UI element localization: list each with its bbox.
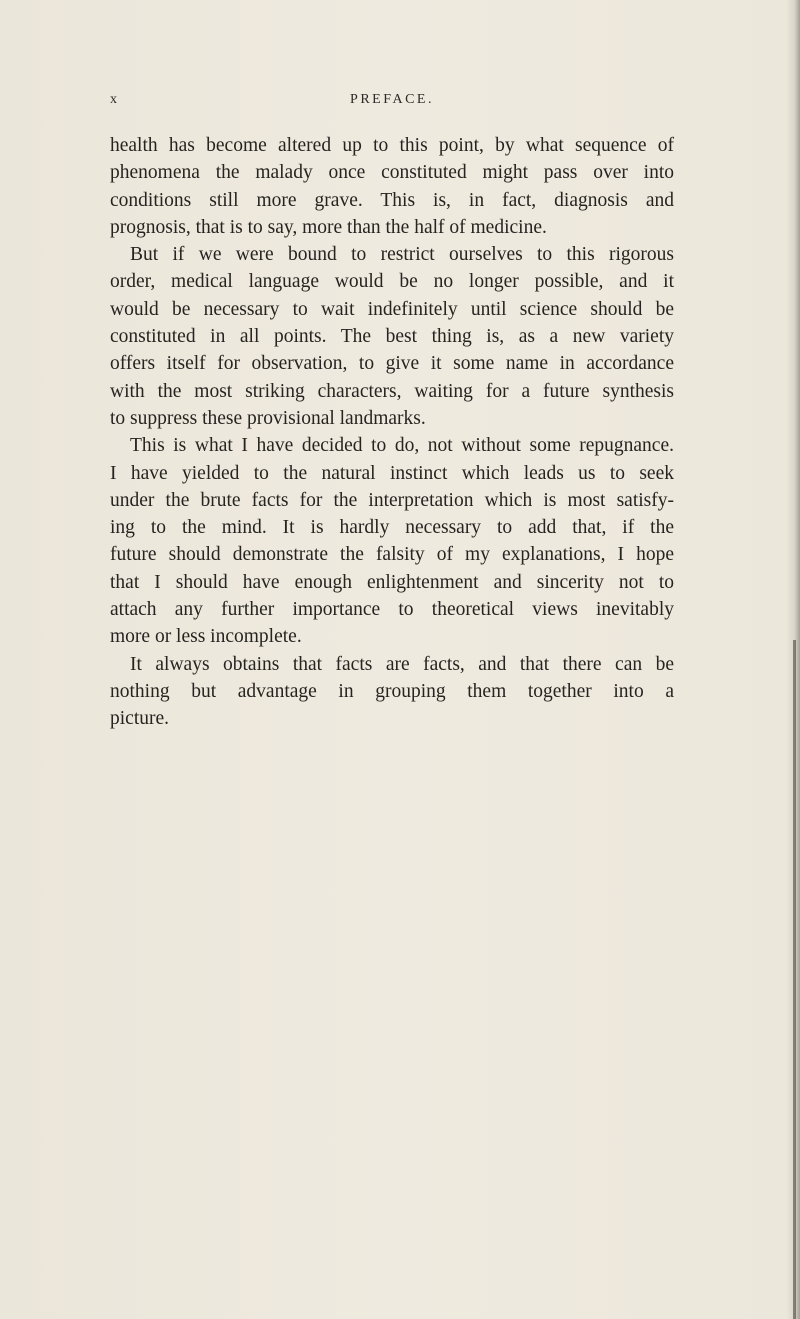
text-line: constituted in all points. The best thing is, as a new variety [110, 326, 674, 348]
text-line: It always obtains that facts are facts, and that there can be [130, 653, 674, 675]
page-header [110, 86, 674, 114]
text-line: This is what I have decided to do, not without some repugnance. [130, 435, 674, 457]
text-line: prognosis, that is to say, more than the half of medicine. [110, 216, 547, 238]
text-line: I have yielded to the natural instinct which leads us to seek [110, 462, 674, 484]
text-line: health has become altered up to this point, by what sequence of [110, 135, 674, 156]
text-line: future should demonstrate the falsity of my explanations, I hope [110, 544, 674, 566]
text-line: conditions still more grave. This is, in fact, diagnosis and [110, 189, 674, 211]
text-line: with the most striking characters, waiting for a future synthesis [110, 380, 674, 402]
text-line: would be necessary to wait indefinitely until science should be [110, 298, 674, 320]
text-line: nothing but advantage in grouping them together into a [110, 680, 674, 702]
text-line: that I should have enough enlightenment and sincerity not to [110, 571, 674, 593]
text-line: attach any further importance to theoretical views inevitably [110, 599, 674, 621]
body-text [110, 132, 674, 733]
text-line: to suppress these provisional landmarks. [110, 407, 426, 429]
text-line: under the brute facts for the interpretation which is most satisfy- [110, 489, 674, 511]
text-line: phenomena the malady once constituted might pass over into [110, 162, 674, 184]
text-line: order, medical language would be no longer possible, and it [110, 271, 674, 293]
text-line: ing to the mind. It is hardly necessary to add that, if the [110, 517, 674, 539]
text-line: offers itself for observation, to give it some name in accordance [110, 353, 674, 375]
text-line: more or less incomplete. [110, 626, 302, 648]
page-number: x [110, 92, 119, 107]
text-line: picture. [110, 708, 170, 730]
running-head: PREFACE. [350, 92, 434, 107]
text-line: But if we were bound to restrict ourselves to this rigorous [130, 244, 674, 266]
page-edge-line [793, 640, 796, 1319]
